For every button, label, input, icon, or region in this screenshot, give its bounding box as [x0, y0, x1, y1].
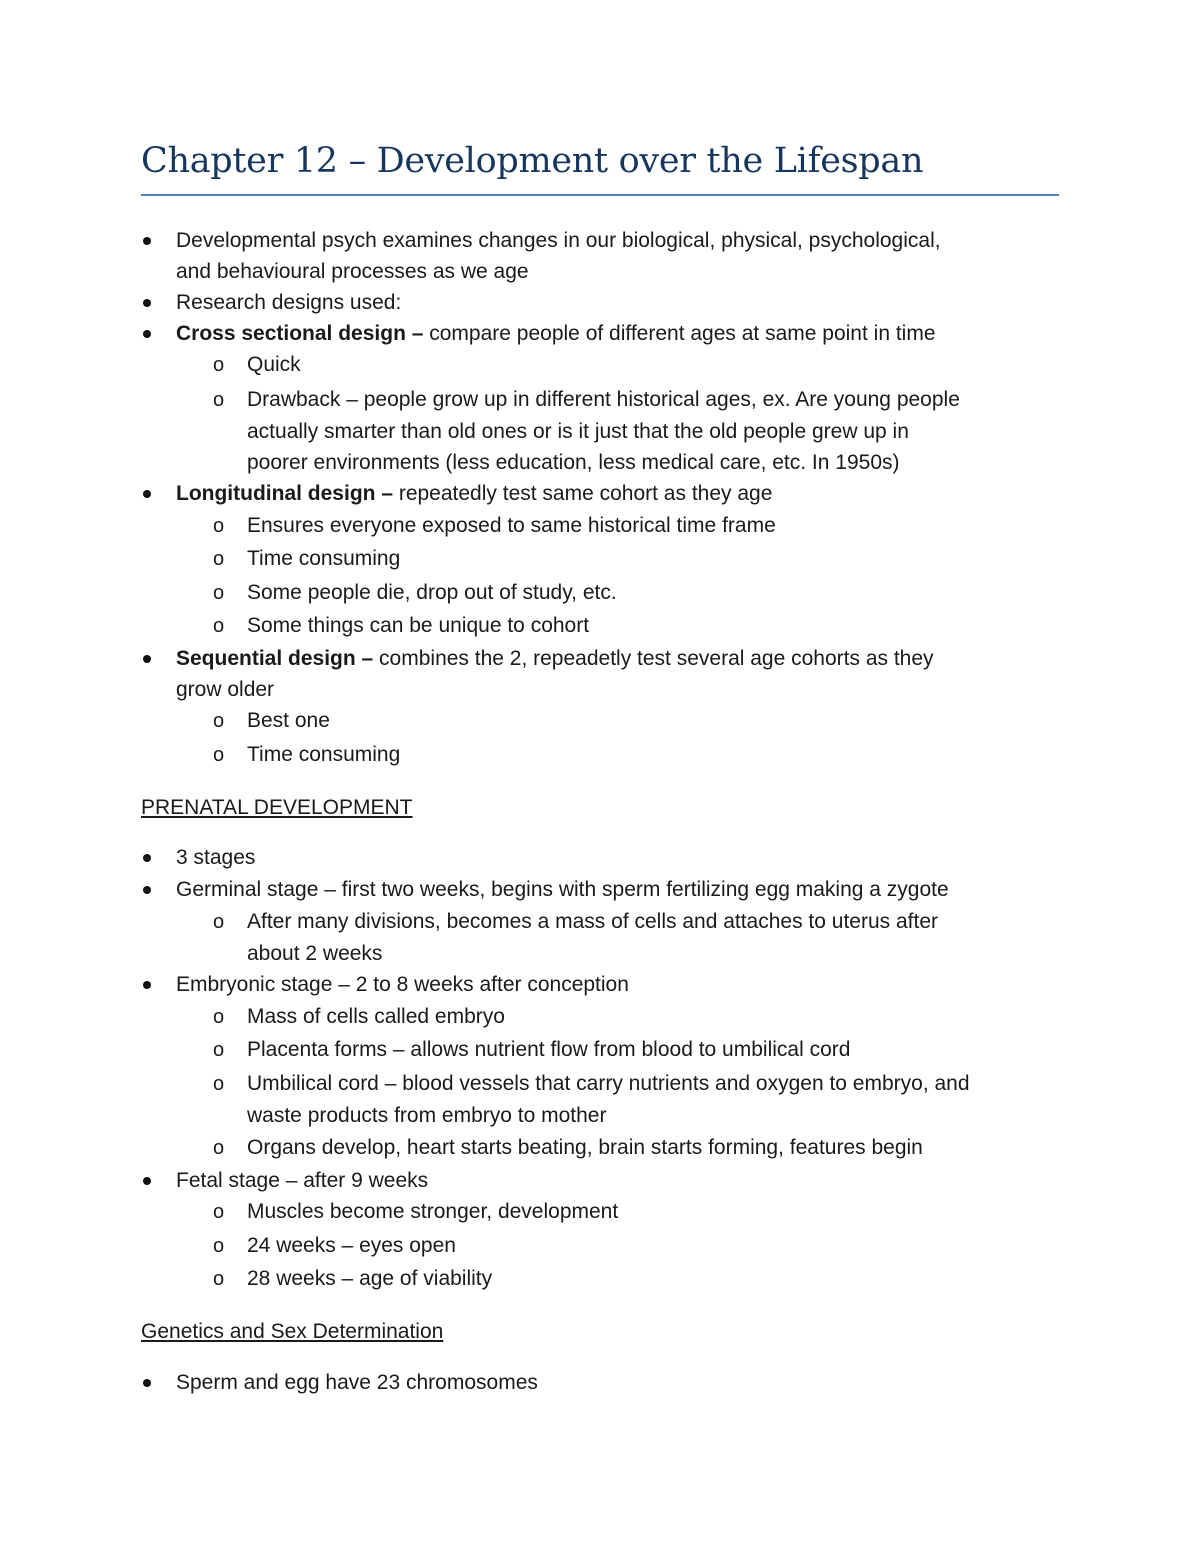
- sub-list-item: Drawback – people grow up in different historical ages, ex. Are young people: [247, 388, 960, 411]
- sub-list-item: Placenta forms – allows nutrient flow from blood to umbilical cord: [247, 1038, 851, 1061]
- sub-list-item: Time consuming: [247, 547, 401, 570]
- bullet-icon: [143, 1379, 151, 1387]
- sub-bullet-icon: o: [213, 548, 225, 570]
- sub-bullet-icon: o: [213, 1201, 225, 1223]
- sub-bullet-icon: o: [213, 615, 225, 637]
- sub-list-item: Muscles become stronger, development: [247, 1200, 619, 1223]
- list-item: Research designs used:: [176, 291, 402, 314]
- sub-bullet-icon: o: [213, 911, 225, 933]
- sub-bullet-icon: o: [213, 389, 225, 411]
- sub-bullet-icon: o: [213, 515, 225, 537]
- sub-bullet-icon: o: [213, 354, 225, 376]
- list-item: Sperm and egg have 23 chromosomes: [176, 1371, 538, 1394]
- sub-list-item: Some things can be unique to cohort: [247, 614, 590, 637]
- list-item-longitudinal: [176, 481, 772, 507]
- term-label: Longitudinal design –: [176, 482, 393, 505]
- section-heading-prenatal: PRENATAL DEVELOPMENT: [141, 796, 413, 819]
- sub-bullet-icon: o: [213, 1137, 225, 1159]
- term-label: Cross sectional design –: [176, 322, 424, 345]
- sub-list-item-continuation: about 2 weeks: [247, 942, 383, 965]
- term-definition: compare people of different ages at same point in time: [423, 322, 936, 345]
- bullet-icon: [143, 490, 151, 498]
- sub-bullet-icon: o: [213, 1073, 225, 1095]
- bullet-icon: [143, 330, 151, 338]
- sub-list-item: 24 weeks – eyes open: [247, 1234, 456, 1257]
- list-item: Germinal stage – first two weeks, begins with sperm fertilizing egg making a zygote: [176, 878, 949, 901]
- sub-bullet-icon: o: [213, 1006, 225, 1028]
- sub-bullet-icon: o: [213, 744, 225, 766]
- sub-list-item-continuation: actually smarter than old ones or is it just that the old people grew up in: [247, 420, 909, 443]
- bullet-icon: [143, 299, 151, 307]
- term-label: Sequential design –: [176, 647, 374, 670]
- sub-list-item: After many divisions, becomes a mass of cells and attaches to uterus after: [247, 910, 938, 933]
- list-item: Developmental psych examines changes in our biological, physical, psychological,: [176, 229, 941, 252]
- sub-list-item: Best one: [247, 709, 330, 732]
- list-item-cross-sectional: [176, 321, 936, 347]
- sub-list-item: Ensures everyone exposed to same historical time frame: [247, 514, 776, 537]
- list-item-continuation: and behavioural processes as we age: [176, 260, 529, 283]
- list-item-sequential: [176, 646, 934, 672]
- sub-list-item: 28 weeks – age of viability: [247, 1267, 493, 1290]
- sub-bullet-icon: o: [213, 582, 225, 604]
- sub-bullet-icon: o: [213, 1039, 225, 1061]
- page-title: Chapter 12 – Development over the Lifespan: [141, 141, 924, 181]
- sub-list-item: Umbilical cord – blood vessels that carry nutrients and oxygen to embryo, and: [247, 1072, 970, 1095]
- bullet-icon: [143, 237, 151, 245]
- sub-list-item-continuation: waste products from embryo to mother: [247, 1104, 607, 1127]
- bullet-icon: [143, 1177, 151, 1185]
- term-definition: repeatedly test same cohort as they age: [393, 482, 773, 505]
- sub-list-item: Time consuming: [247, 743, 401, 766]
- bullet-icon: [143, 655, 151, 663]
- sub-bullet-icon: o: [213, 1235, 225, 1257]
- bullet-icon: [143, 981, 151, 989]
- term-definition: combines the 2, repeadetly test several age cohorts as they: [373, 647, 934, 670]
- sub-bullet-icon: o: [213, 1268, 225, 1290]
- list-item-continuation: grow older: [176, 678, 275, 701]
- list-item: Fetal stage – after 9 weeks: [176, 1169, 429, 1192]
- sub-list-item: Organs develop, heart starts beating, brain starts forming, features begin: [247, 1136, 923, 1159]
- section-heading-genetics: Genetics and Sex Determination: [141, 1320, 444, 1343]
- title-underline-rule: [141, 194, 1059, 196]
- list-item: 3 stages: [176, 846, 256, 869]
- bullet-icon: [143, 854, 151, 862]
- sub-list-item-continuation: poorer environments (less education, less medical care, etc. In 1950s): [247, 451, 900, 474]
- sub-list-item: Mass of cells called embryo: [247, 1005, 505, 1028]
- bullet-icon: [143, 886, 151, 894]
- sub-list-item: Some people die, drop out of study, etc.: [247, 581, 617, 604]
- list-item: Embryonic stage – 2 to 8 weeks after conception: [176, 973, 629, 996]
- sub-list-item: Quick: [247, 353, 301, 376]
- sub-bullet-icon: o: [213, 710, 225, 732]
